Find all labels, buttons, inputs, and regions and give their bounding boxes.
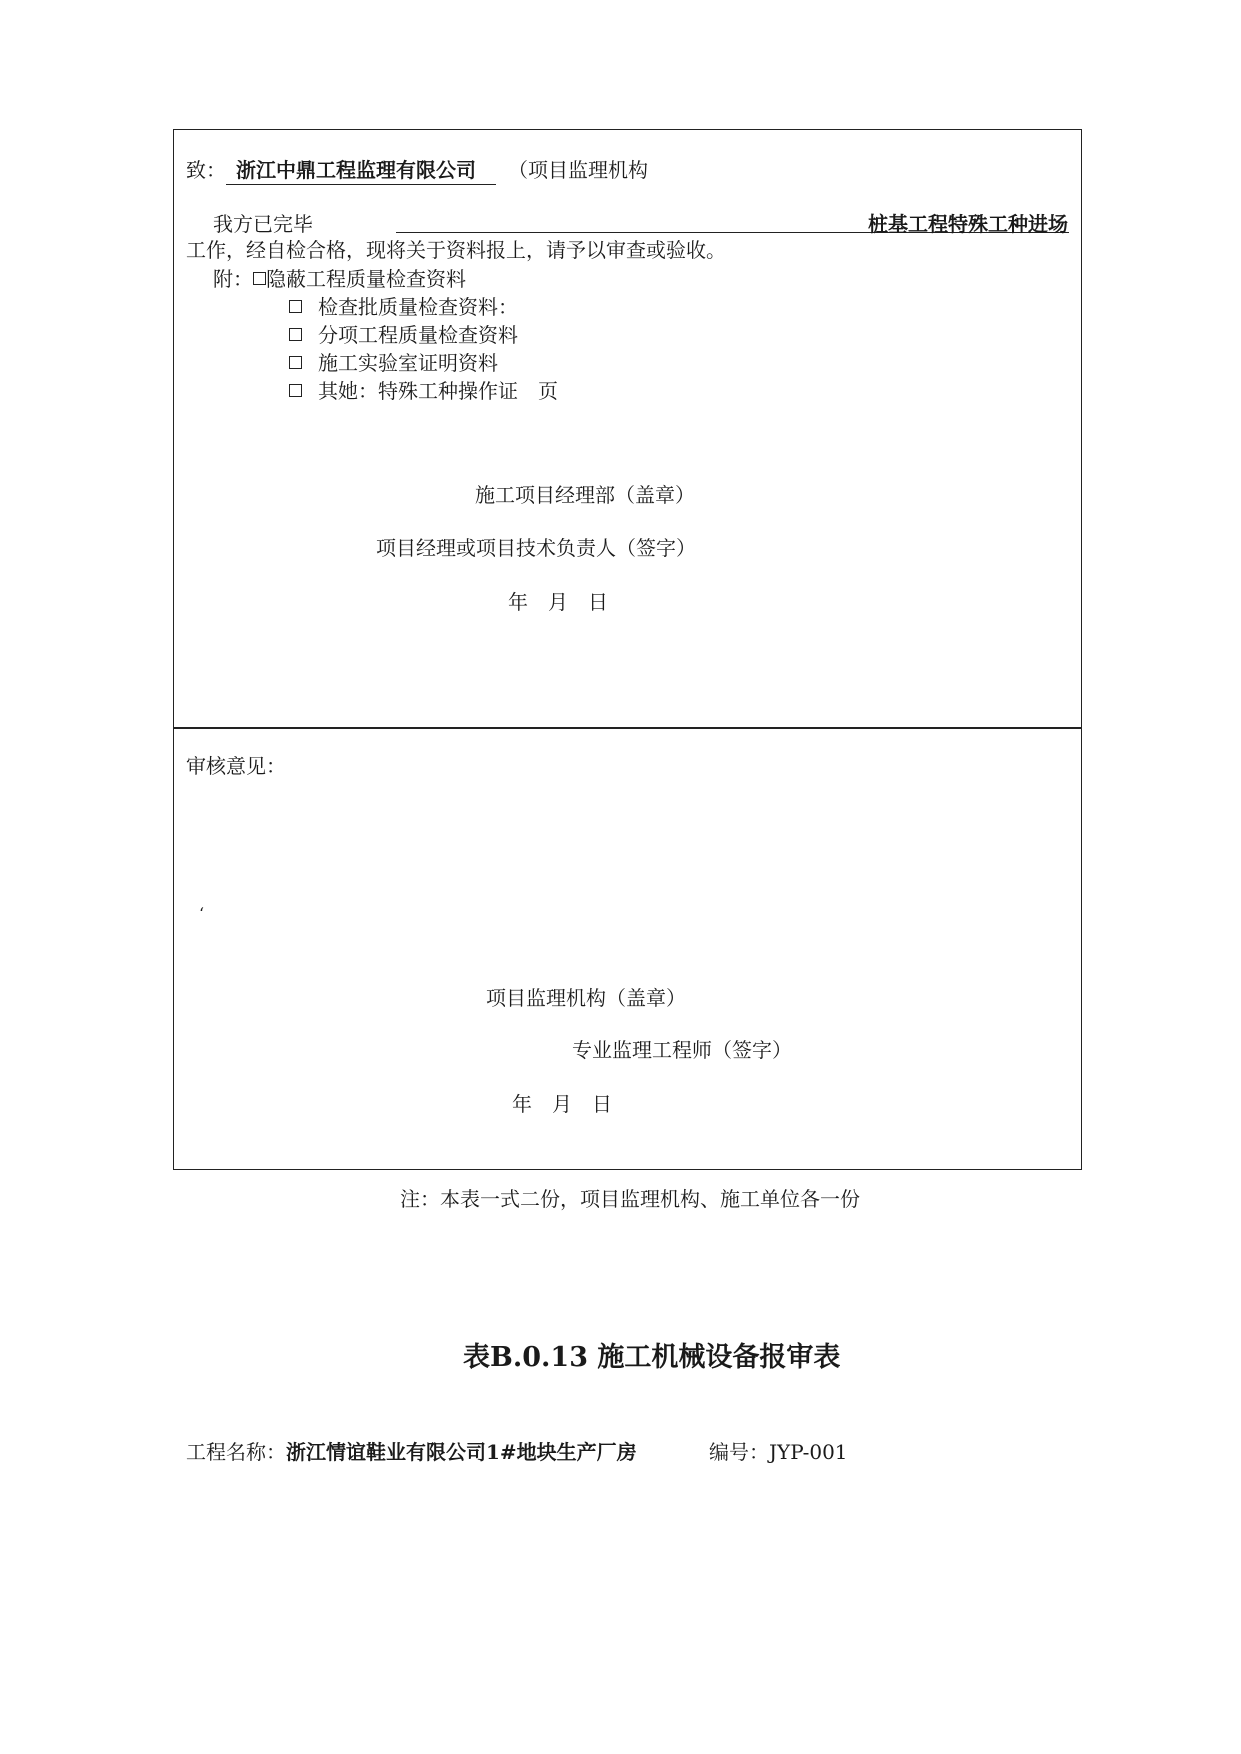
to-company: 浙江中鼎工程监理有限公司 xyxy=(226,158,496,185)
to-label: 致： xyxy=(186,158,226,182)
attachment-row-2 xyxy=(289,297,518,317)
completed-item: 桩基工程特殊工种进场 xyxy=(868,212,1068,236)
project-label: 工程名称： xyxy=(186,1440,286,1464)
attach-label: 附： xyxy=(213,267,253,291)
supervisor-signer: 专业监理工程师（签字） xyxy=(572,1038,792,1062)
contractor-date: 年 月 日 xyxy=(508,590,608,614)
number-value: JYP-001 xyxy=(769,1440,848,1464)
project-name: 浙江情谊鞋业有限公司1#地块生产厂房 xyxy=(286,1440,637,1464)
statement-line: 工作，经自检合格，现将关于资料报上，请予以审查或验收。 xyxy=(186,238,726,262)
checkbox-icon[interactable] xyxy=(289,300,302,313)
contractor-signer: 项目经理或项目技术负责人（签字） xyxy=(376,536,696,560)
addressee-line xyxy=(186,160,648,180)
attachment-label: 分项工程质量检查资料 xyxy=(318,323,518,347)
supervisor-date: 年 月 日 xyxy=(512,1092,612,1116)
attachment-row-4 xyxy=(289,353,498,373)
checkbox-icon[interactable] xyxy=(253,272,266,285)
number-label: 编号： xyxy=(709,1440,769,1464)
to-suffix: （项目监理机构 xyxy=(508,158,648,182)
attachment-row-1 xyxy=(213,269,466,289)
form-note: 注：本表一式二份，项目监理机构、施工单位各一份 xyxy=(400,1187,860,1211)
stray-mark: ‘ xyxy=(199,904,205,923)
review-section xyxy=(173,727,1082,1170)
checkbox-icon[interactable] xyxy=(289,356,302,369)
attachment-label: 施工实验室证明资料 xyxy=(318,351,498,375)
completed-prefix: 我方已完毕 xyxy=(213,212,313,236)
review-label: 审核意见： xyxy=(186,754,286,778)
contractor-stamp: 施工项目经理部（盖章） xyxy=(475,483,695,507)
attachment-label: 检查批质量检查资料： xyxy=(318,295,518,319)
project-info-line xyxy=(186,1442,637,1462)
form-title: 表B.0.13 施工机械设备报审表 xyxy=(463,1342,841,1373)
attachment-row-3 xyxy=(289,325,518,345)
checkbox-icon[interactable] xyxy=(289,328,302,341)
attachment-row-5 xyxy=(289,381,558,401)
checkbox-icon[interactable] xyxy=(289,384,302,397)
form-number xyxy=(709,1442,848,1462)
supervisor-stamp: 项目监理机构（盖章） xyxy=(486,986,686,1010)
attachment-label: 隐蔽工程质量检查资料 xyxy=(266,267,466,291)
attachment-label: 其她：特殊工种操作证 页 xyxy=(318,379,558,403)
